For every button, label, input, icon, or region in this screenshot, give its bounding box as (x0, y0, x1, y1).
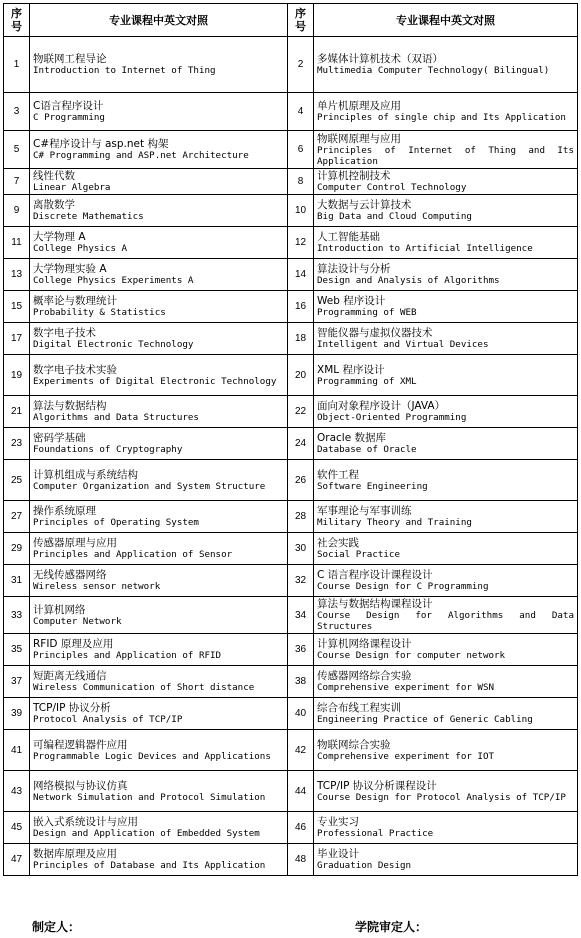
table-row (4, 37, 578, 93)
course-cell (30, 634, 288, 666)
course-name-cn: 计算机网络 (33, 603, 86, 616)
course-cell (314, 844, 578, 876)
table-row (4, 698, 578, 730)
table-row (4, 730, 578, 771)
table-row (4, 93, 578, 131)
course-number: 20 (288, 355, 314, 396)
course-name-en: Network Simulation and Protocol Simulation (33, 791, 266, 803)
course-name-cn: C 语言程序设计课程设计 (317, 569, 433, 581)
course-cell (30, 460, 288, 501)
course-name-en: Foundations of Cryptography (33, 444, 183, 455)
course-name-en: Introduction to Artificial Intelligence (317, 243, 533, 254)
course-name-cn: 物联网原理与应用 (317, 132, 401, 145)
course-name-en: Wireless Communication of Short distance (33, 682, 255, 693)
course-name-cn: 大学物理实验 A (33, 263, 107, 275)
course-name-en: Principles of Database and Its Application (33, 860, 266, 871)
course-name-cn: 面向对象程序设计（JAVA） (317, 400, 446, 412)
course-cell (30, 844, 288, 876)
course-number: 23 (4, 428, 30, 460)
course-cell (314, 37, 578, 93)
course-name-en: Programming of WEB (317, 307, 417, 318)
course-name-cn: 可编程逻辑器件应用 (33, 738, 128, 751)
table-row (4, 396, 578, 428)
course-number: 33 (4, 597, 30, 634)
course-name-cn: 网络模拟与协议仿真 (33, 779, 128, 792)
course-number: 35 (4, 634, 30, 666)
course-cell (314, 93, 578, 131)
course-name-cn: 大学物理 A (33, 231, 86, 243)
course-number: 25 (4, 460, 30, 501)
maker-label: 制定人： (32, 920, 81, 934)
course-name-en: College Physics A (33, 243, 128, 254)
course-name-en: Multimedia Computer Technology( Bilingual) (317, 65, 550, 76)
course-name-cn: 数字电子技术 (33, 327, 96, 339)
course-name-en: Algorithms and Data Structures (33, 412, 199, 423)
table-row (4, 666, 578, 698)
course-cell (30, 396, 288, 428)
course-name-en: Principles of Operating System (33, 517, 199, 528)
course-name-en: Comprehensive experiment for WSN (317, 682, 495, 693)
course-name-en: Intelligent and Virtual Devices (317, 339, 489, 350)
course-cell (30, 533, 288, 565)
course-number: 6 (288, 131, 314, 169)
course-name-cn: 物联网工程导论 (33, 53, 107, 65)
course-cell (314, 323, 578, 355)
course-name-cn: 计算机组成与系统结构 (33, 468, 138, 481)
course-cell (30, 730, 288, 771)
course-name-cn: 算法设计与分析 (317, 263, 391, 275)
course-cell (314, 169, 578, 195)
course-number: 4 (288, 93, 314, 131)
table-row (4, 227, 578, 259)
course-cell (30, 259, 288, 291)
course-cell (314, 634, 578, 666)
course-name-cn: 单片机原理及应用 (317, 100, 401, 112)
course-number: 13 (4, 259, 30, 291)
course-number: 10 (288, 195, 314, 227)
course-number: 19 (4, 355, 30, 396)
course-name-en: Comprehensive experiment for IOT (317, 750, 495, 762)
course-name-cn: 综合布线工程实训 (317, 702, 401, 714)
table-row (4, 259, 578, 291)
course-name-en: Engineering Practice of Generic Cabling (317, 714, 533, 725)
course-name-cn: 社会实践 (317, 537, 359, 549)
course-number: 41 (4, 730, 30, 771)
course-cell (30, 355, 288, 396)
course-name-cn: 军事理论与军事训练 (317, 505, 412, 517)
course-name-cn: Web 程序设计 (317, 295, 386, 307)
course-cell (30, 291, 288, 323)
course-name-cn: RFID 原理及应用 (33, 638, 114, 650)
course-name-cn: 专业实习 (317, 816, 359, 828)
table-row (4, 533, 578, 565)
course-number: 32 (288, 565, 314, 597)
course-header-right: 专业课程中英文对照 (314, 4, 578, 37)
table-row (4, 291, 578, 323)
course-name-cn: 计算机控制技术 (317, 170, 391, 182)
course-name-cn: C语言程序设计 (33, 100, 104, 112)
table-row (4, 844, 578, 876)
table-row (4, 771, 578, 812)
course-cell (314, 291, 578, 323)
course-number: 21 (4, 396, 30, 428)
course-number: 14 (288, 259, 314, 291)
course-name-cn: 无线传感器网络 (33, 569, 107, 581)
table-row (4, 428, 578, 460)
course-cell (314, 428, 578, 460)
course-cell (314, 396, 578, 428)
course-number: 40 (288, 698, 314, 730)
course-number: 5 (4, 131, 30, 169)
course-name-en: Digital Electronic Technology (33, 339, 194, 350)
course-name-en: College Physics Experiments A (33, 275, 194, 286)
course-cell (314, 355, 578, 396)
course-number: 48 (288, 844, 314, 876)
course-cell (30, 37, 288, 93)
course-cell (30, 771, 288, 812)
course-name-cn: 智能仪器与虚拟仪器技术 (317, 327, 433, 339)
course-name-en: Design and Application of Embedded System (33, 828, 260, 839)
course-number: 43 (4, 771, 30, 812)
course-name-cn: 软件工程 (317, 468, 359, 481)
course-number: 26 (288, 460, 314, 501)
course-cell (314, 812, 578, 844)
course-cell (314, 460, 578, 501)
course-cell (30, 698, 288, 730)
course-name-cn: 计算机网络课程设计 (317, 638, 412, 650)
course-number: 47 (4, 844, 30, 876)
course-name-en: Introduction to Internet of Thing (33, 65, 216, 76)
table-row (4, 634, 578, 666)
num-header-right: 序号 (288, 4, 314, 37)
course-cell (314, 597, 578, 634)
course-name-en: Military Theory and Training (317, 517, 472, 528)
course-number: 34 (288, 597, 314, 634)
course-cell (30, 812, 288, 844)
course-cell (30, 227, 288, 259)
table-row (4, 195, 578, 227)
course-cell (314, 698, 578, 730)
course-cell (314, 565, 578, 597)
course-number: 7 (4, 169, 30, 195)
course-number: 22 (288, 396, 314, 428)
course-name-en: Principles of single chip and Its Application (317, 112, 566, 123)
course-number: 42 (288, 730, 314, 771)
table-row (4, 501, 578, 533)
course-cell (314, 227, 578, 259)
course-name-cn: TCP/IP 协议分析 (33, 702, 111, 714)
course-name-cn: XML 程序设计 (317, 363, 385, 376)
table-row (4, 812, 578, 844)
course-name-en: Programmable Logic Devices and Applications (33, 750, 271, 762)
course-cell (314, 195, 578, 227)
course-number: 30 (288, 533, 314, 565)
course-name-cn: 线性代数 (33, 170, 75, 182)
course-number: 36 (288, 634, 314, 666)
course-cell (30, 131, 288, 169)
table-row (4, 323, 578, 355)
course-number: 37 (4, 666, 30, 698)
reviewer-label: 学院审定人： (355, 920, 428, 934)
course-number: 8 (288, 169, 314, 195)
course-cell (314, 131, 578, 169)
course-cell (30, 428, 288, 460)
course-cell (30, 169, 288, 195)
course-cell (30, 565, 288, 597)
course-name-en: Discrete Mathematics (33, 211, 144, 222)
course-name-en: Design and Analysis of Algorithms (317, 275, 500, 286)
course-cell (314, 771, 578, 812)
course-name-cn: 数字电子技术实验 (33, 363, 117, 376)
course-name-en: Principles of Internet of Thing and Its Application (317, 144, 574, 167)
course-name-en: Professional Practice (317, 828, 434, 839)
course-number: 27 (4, 501, 30, 533)
course-name-en: C# Programming and ASP.net Architecture (33, 150, 249, 161)
course-name-en: Experiments of Digital Electronic Technology (33, 375, 277, 387)
table-row (4, 565, 578, 597)
course-name-cn: 数据库原理及应用 (33, 848, 117, 860)
course-name-cn: 算法与数据结构课程设计 (317, 598, 433, 610)
table-row (4, 460, 578, 501)
course-name-en: Object-Oriented Programming (317, 412, 467, 423)
course-name-en: Big Data and Cloud Computing (317, 211, 472, 222)
signature-footer (0, 918, 581, 936)
course-cell (314, 259, 578, 291)
course-name-en: Computer Control Technology (317, 182, 467, 193)
course-cell (30, 195, 288, 227)
course-number: 45 (4, 812, 30, 844)
course-name-en: Course Design for computer network (317, 650, 506, 661)
table-row (4, 131, 578, 169)
course-name-en: Course Design for Algorithms and Data Structures (317, 610, 574, 632)
course-name-cn: 算法与数据结构 (33, 400, 107, 412)
course-number: 46 (288, 812, 314, 844)
course-cell (314, 730, 578, 771)
course-name-cn: Oracle 数据库 (317, 432, 387, 444)
course-name-en: Programming of XML (317, 375, 417, 387)
course-number: 18 (288, 323, 314, 355)
course-name-en: Protocol Analysis of TCP/IP (33, 714, 183, 725)
num-header-left: 序号 (4, 4, 30, 37)
course-name-cn: 传感器原理与应用 (33, 537, 117, 549)
course-name-cn: 操作系统原理 (33, 505, 96, 517)
course-cell (30, 501, 288, 533)
course-number: 28 (288, 501, 314, 533)
course-name-cn: TCP/IP 协议分析课程设计 (317, 779, 437, 792)
course-number: 2 (288, 37, 314, 93)
course-name-en: Computer Organization and System Structure (33, 480, 266, 492)
course-name-en: Course Design for Protocol Analysis of TCP/IP (317, 791, 566, 803)
course-name-cn: C#程序设计与 asp.net 构架 (33, 138, 169, 150)
course-name-en: Linear Algebra (33, 182, 111, 193)
course-number: 39 (4, 698, 30, 730)
course-name-cn: 传感器网络综合实验 (317, 670, 412, 682)
course-name-en: C Programming (33, 112, 105, 123)
course-name-cn: 毕业设计 (317, 848, 359, 860)
course-table (3, 3, 578, 876)
course-cell (30, 666, 288, 698)
table-row (4, 169, 578, 195)
course-header-left: 专业课程中英文对照 (30, 4, 288, 37)
course-number: 38 (288, 666, 314, 698)
course-name-en: Principles and Application of Sensor (33, 549, 233, 560)
course-name-en: Principles and Application of RFID (33, 650, 222, 661)
course-name-en: Course Design for C Programming (317, 581, 489, 592)
course-name-cn: 概率论与数理统计 (33, 295, 117, 307)
course-name-cn: 大数据与云计算技术 (317, 199, 412, 211)
course-number: 1 (4, 37, 30, 93)
course-number: 12 (288, 227, 314, 259)
course-name-cn: 离散数学 (33, 199, 75, 211)
course-name-cn: 人工智能基础 (317, 231, 380, 243)
course-name-en: Probability & Statistics (33, 307, 166, 318)
course-name-cn: 嵌入式系统设计与应用 (33, 816, 138, 828)
course-number: 9 (4, 195, 30, 227)
table-row (4, 597, 578, 634)
course-name-en: Graduation Design (317, 860, 412, 871)
course-cell (314, 501, 578, 533)
course-name-cn: 短距离无线通信 (33, 670, 107, 682)
course-number: 44 (288, 771, 314, 812)
course-name-cn: 密码学基础 (33, 432, 86, 444)
table-header-row (4, 4, 578, 37)
course-name-en: Wireless sensor network (33, 581, 161, 592)
course-number: 24 (288, 428, 314, 460)
course-name-en: Social Practice (317, 549, 400, 560)
course-name-cn: 物联网综合实验 (317, 738, 391, 751)
course-number: 29 (4, 533, 30, 565)
course-number: 3 (4, 93, 30, 131)
course-number: 17 (4, 323, 30, 355)
course-cell (30, 597, 288, 634)
course-number: 31 (4, 565, 30, 597)
course-number: 15 (4, 291, 30, 323)
course-number: 11 (4, 227, 30, 259)
course-cell (30, 93, 288, 131)
course-name-en: Software Engineering (317, 480, 428, 492)
course-name-en: Database of Oracle (317, 444, 417, 455)
course-cell (314, 666, 578, 698)
course-name-en: Computer Network (33, 615, 122, 627)
course-name-cn: 多媒体计算机技术（双语） (317, 53, 443, 65)
course-cell (314, 533, 578, 565)
table-row (4, 355, 578, 396)
course-number: 16 (288, 291, 314, 323)
course-cell (30, 323, 288, 355)
